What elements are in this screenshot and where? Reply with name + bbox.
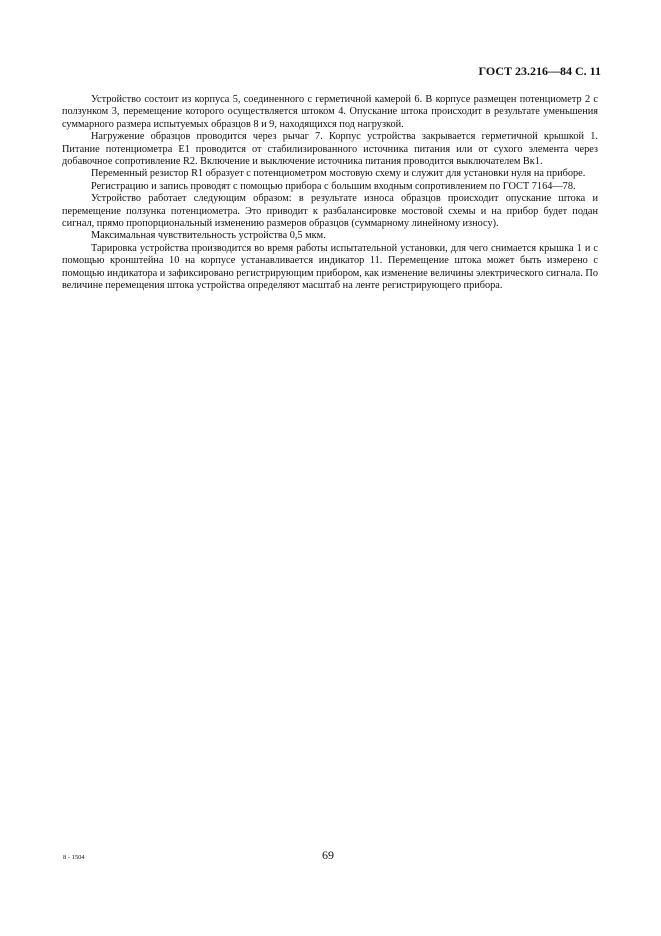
paragraph: Переменный резистор R1 образует с потенциометром мостовую схему и служит для установки нуля на приборе. — [91, 168, 586, 180]
paragraph: Регистрацию и запись проводят с помощью прибора с большим входным сопротивлением по ГОСТ 7164—78. — [91, 180, 576, 192]
body-text — [62, 94, 598, 293]
print-code: 8 - 1504 — [63, 854, 85, 861]
paragraph: Устройство работает следующим образом: в результате износа образцов происходит опускание штока и перемещение ползунка потенциометра. Это приводит к разбалансировке мостовой схемы и на прибор будет подан сигнал, прямо пропорциональный изменению размеров образцов (суммарному линейному износу). — [62, 193, 598, 230]
paragraph: Тарировка устройства производится во время работы испытательной установки, для чего снимается крышка 1 и с помощью кронштейна 10 на корпусе устанавливается индикатор 11. Перемещение штока может быть измерено с помощью индикатора и зафиксировано регистрирующим прибором, как изменение величины электрического сигнала. По величине перемещения штока устройства определяют масштаб на ленте регистрирующего прибора. — [62, 242, 598, 292]
paragraph: Максимальная чувствительность устройства 0,5 мкм. — [91, 230, 326, 242]
page-header: ГОСТ 23.216—84 С. 11 — [478, 64, 601, 78]
paragraph: Нагружение образцов проводится через рычаг 7. Корпус устройства закрывается герметичной крышкой 1. Питание потенциометра E1 проводится от стабилизированного источника питания или от сухого элемента через добавочное сопротивление R2. Включение и выключение источника питания проводится выключателем Вк1. — [62, 131, 598, 168]
page-number: 69 — [322, 848, 334, 862]
paragraph: Устройство состоит из корпуса 5, соединенного с герметичной камерой 6. В корпусе размещен потенциометр 2 с ползунком 3, перемещение которого осуществляется штоком 4. Опускание штока происходит в результате уменьшения суммарного размера испытуемых образцов 8 и 9, находящихся под нагрузкой. — [62, 94, 598, 130]
